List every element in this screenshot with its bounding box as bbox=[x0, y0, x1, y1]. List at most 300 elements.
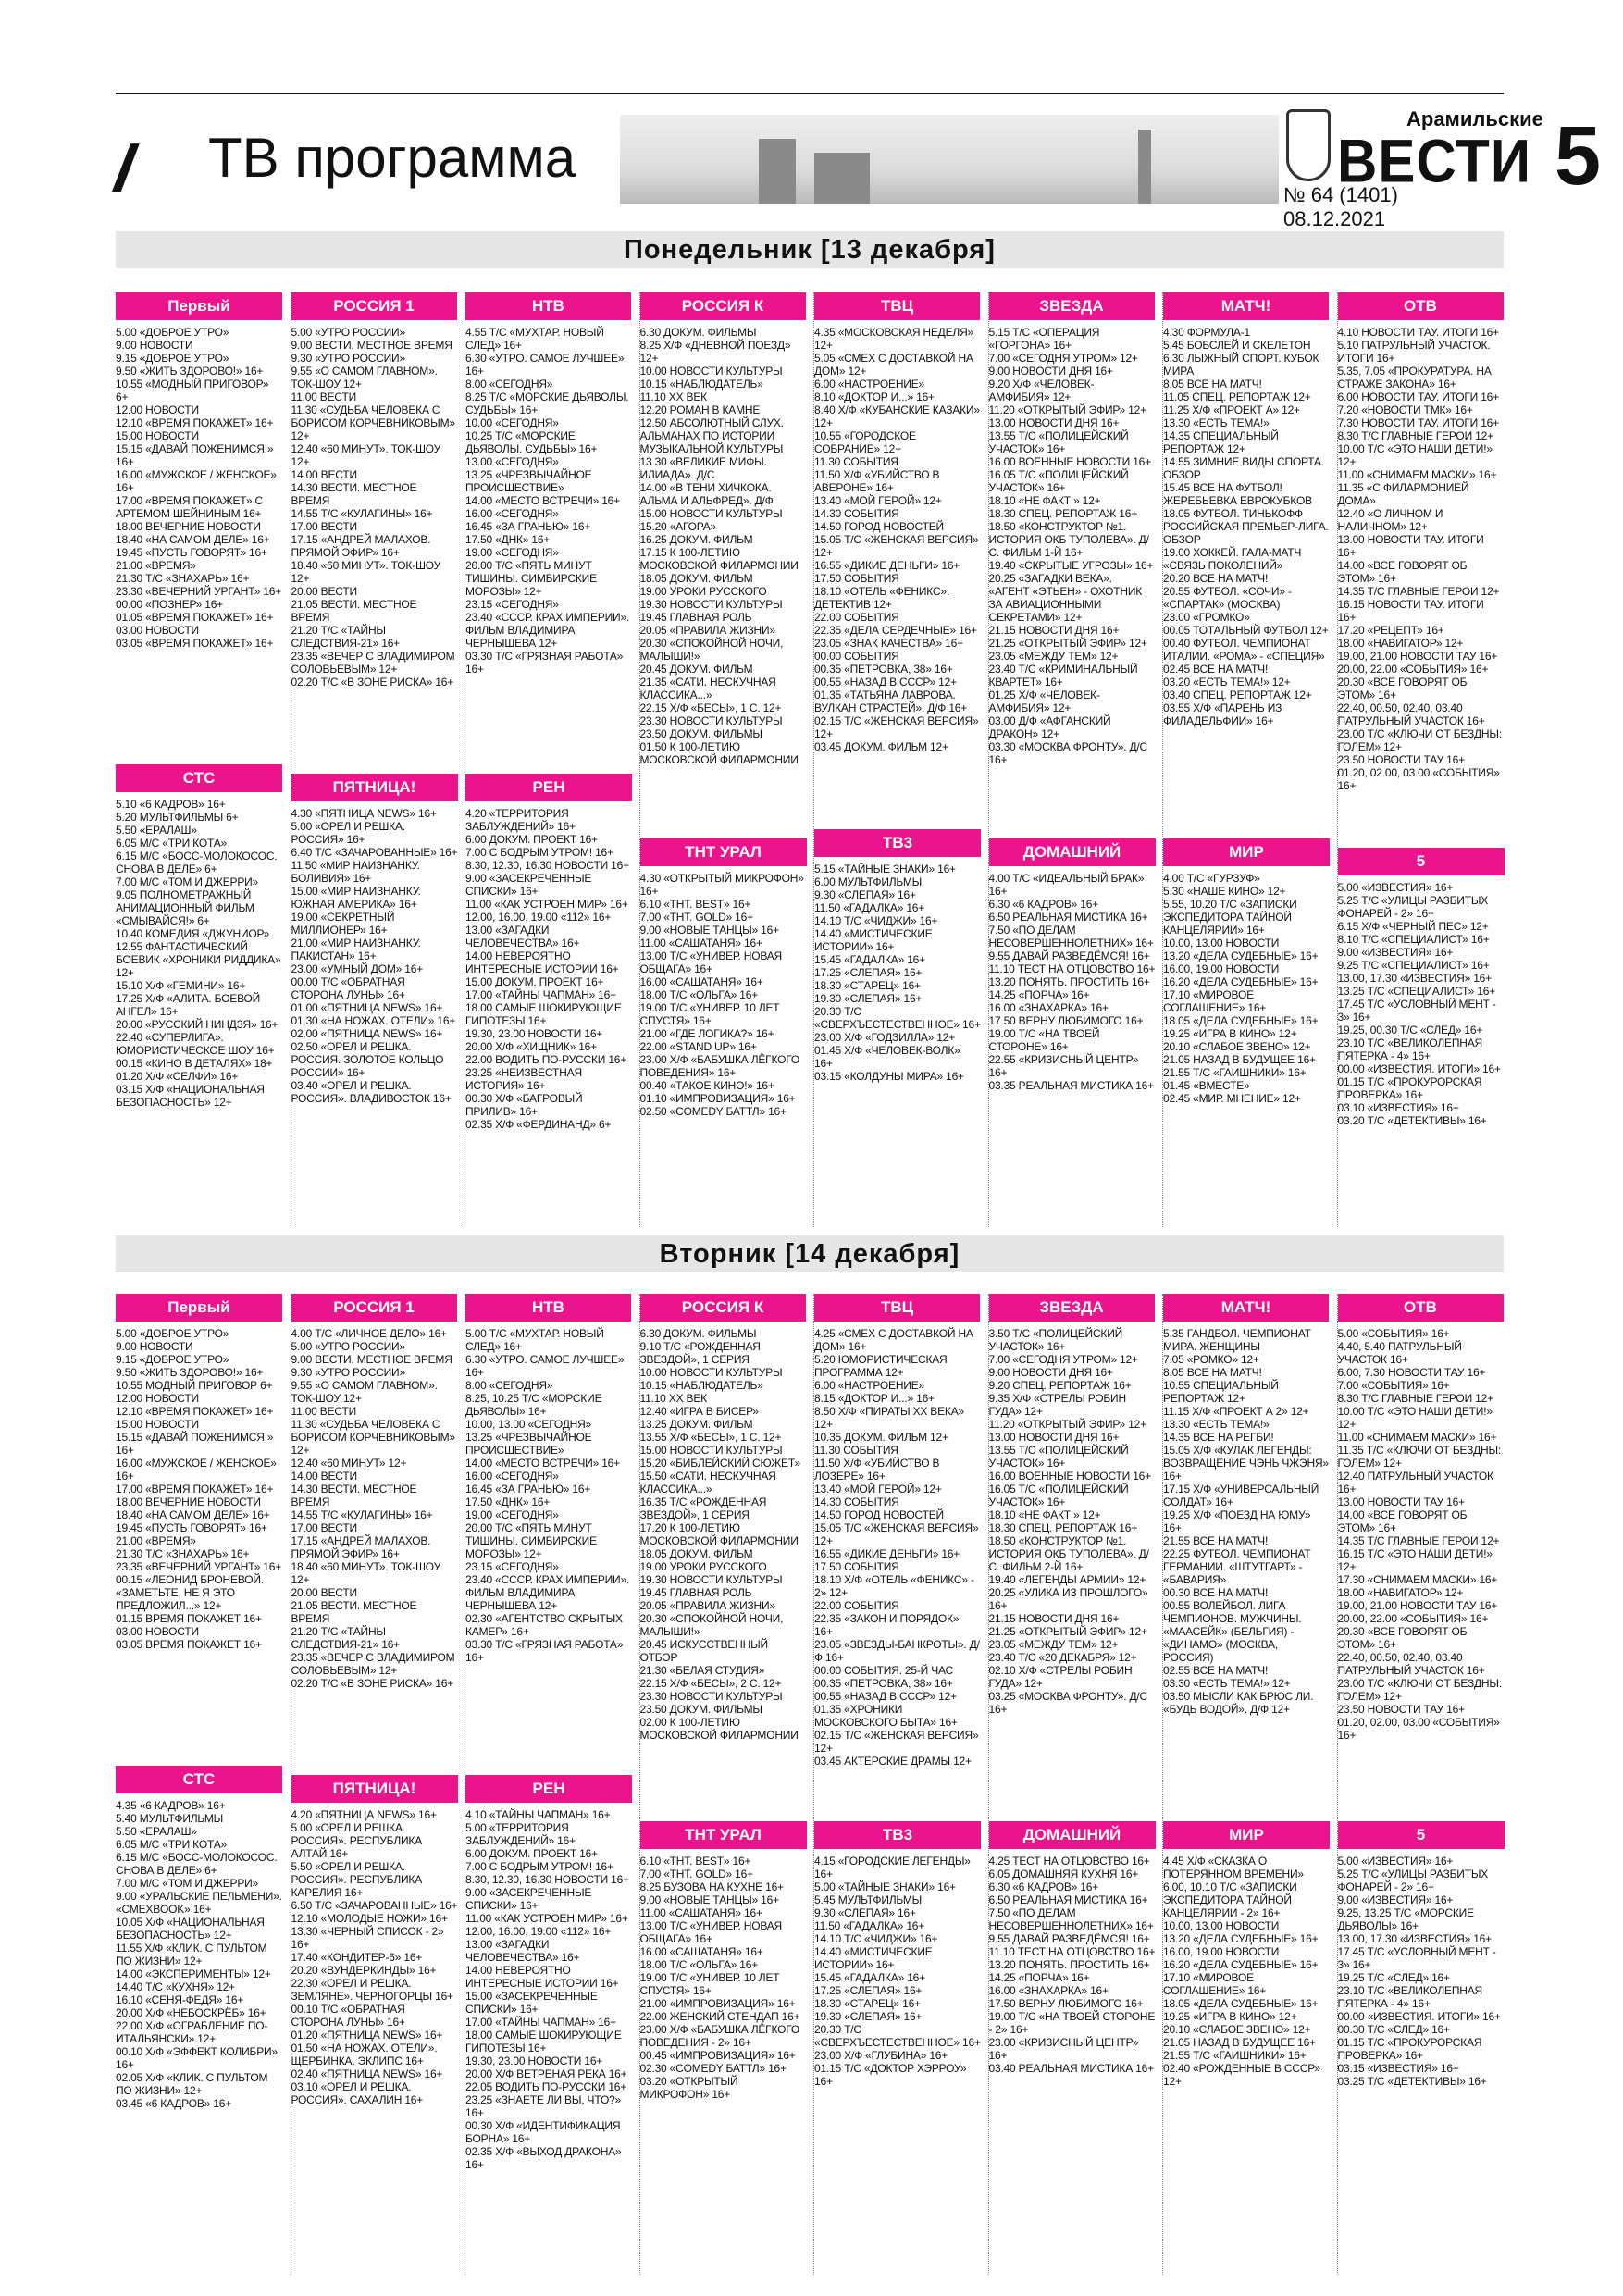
program-item: 00.10 Х/Ф «ЭФФЕКТ КОЛИБРИ» 16+ bbox=[116, 2045, 278, 2071]
program-item: 17.45 Т/С «УСЛОВНЫЙ МЕНТ - 3» 16+ bbox=[1337, 1945, 1496, 1971]
page-number: 5 bbox=[1555, 110, 1602, 203]
program-item: 6.05 М/С «ТРИ КОТА» bbox=[116, 837, 227, 850]
channel-block bbox=[989, 838, 1156, 1092]
program-item: 10.55 СПЕЦИАЛЬНЫЙ РЕПОРТАЖ 12+ bbox=[1163, 1379, 1279, 1405]
program-item: 5.00 «СОБЫТИЯ» 16+ bbox=[1337, 1327, 1450, 1340]
program-item: 21.30 Т/С «ЗНАХАРЬ» 16+ bbox=[116, 1547, 250, 1560]
program-item: 17.15 Х/Ф «УНИВЕРСАЛЬНЫЙ СОЛДАТ» 16+ bbox=[1163, 1483, 1319, 1508]
channel-column bbox=[1337, 1294, 1504, 2275]
program-item: 6.10 «ТНТ. BEST» 16+ bbox=[639, 898, 751, 911]
program-item: 4.30 «ОТКРЫТЫЙ МИКРОФОН» 16+ bbox=[639, 872, 804, 898]
program-item: 14.40 Т/С «КУХНЯ» 12+ bbox=[116, 1980, 235, 1993]
program-item: 4.35 «МОСКОВСКАЯ НЕДЕЛЯ» 12+ bbox=[814, 326, 974, 352]
program-item: 03.20 «ОТКРЫТЫЙ МИКРОФОН» 16+ bbox=[639, 2075, 738, 2101]
program-item: 12.40 «О ЛИЧНОМ И НАЛИЧНОМ» 12+ bbox=[1337, 507, 1443, 533]
channel-column bbox=[1162, 1294, 1329, 2275]
channel-logo: ТНТ УРАЛ bbox=[640, 1821, 807, 1849]
program-item: 4.10 «ТАЙНЫ ЧАПМАН» 16+ bbox=[465, 1808, 611, 1821]
program-item: 11.50 Х/Ф «УБИЙСТВО В ЛОЗЕРЕ» 16+ bbox=[814, 1457, 940, 1483]
program-item: 6.05 ДОМАШНЯЯ КУХНЯ 16+ bbox=[988, 1868, 1139, 1880]
program-item: 22.40, 00.50, 02.40, 03.40 ПАТРУЛЬНЫЙ УЧАСТОК 16+ bbox=[1337, 701, 1485, 727]
program-item: 02.05 Х/Ф «КЛИК. С ПУЛЬТОМ ПО ЖИЗНИ» 12+ bbox=[116, 2071, 268, 2097]
program-item: 02.30 «COMEDY БАТТЛ» 16+ bbox=[639, 2062, 787, 2075]
program-item: 19.25 Т/С «СЛЕД» 16+ bbox=[1337, 1971, 1450, 1984]
program-item: 11.05 СПЕЦ. РЕПОРТАЖ 12+ bbox=[1163, 391, 1311, 403]
program-item: 7.05 «РОМКО» 12+ bbox=[1163, 1353, 1259, 1366]
program-item: 12.10 «МОЛОДЫЕ НОЖИ» 16+ bbox=[291, 1912, 448, 1925]
program-item: 15.45 ВСЕ НА ФУТБОЛ! ЖЕРЕБЬЕВКА ЕВРОКУБКОВ bbox=[1163, 481, 1312, 507]
program-item: 9.00 ВЕСТИ. МЕСТНОЕ ВРЕМЯ bbox=[291, 339, 452, 352]
program-item: 4.00 Т/С «ГУРЗУФ» bbox=[1163, 872, 1260, 885]
program-item: 15.05 Х/Ф «КУЛАК ЛЕГЕНДЫ: ВОЗВРАЩЕНИЕ ЧЭНЬ ЧЖЭНЯ» 16+ bbox=[1163, 1444, 1329, 1483]
program-item: 21.20 Т/С «ТАЙНЫ СЛЕДСТВИЯ-21» 16+ bbox=[291, 1625, 400, 1651]
channel-block bbox=[291, 1775, 458, 2106]
channel-logo: МИР bbox=[1163, 1821, 1330, 1849]
program-item: 00.40 «ТАКОЕ КИНО!» 16+ bbox=[639, 1079, 774, 1092]
program-item: 5.50 «ЕРАЛАШ» bbox=[116, 824, 197, 837]
program-item: 4.10 НОВОСТИ ТАУ. ИТОГИ 16+ bbox=[1337, 326, 1499, 339]
program-item: 19.25 «ИГРА В КИНО» 12+ bbox=[1163, 2010, 1297, 2023]
program-item: 15.00 НОВОСТИ bbox=[116, 429, 199, 442]
channel-column bbox=[813, 292, 980, 1227]
program-item: 00.40 ФУТБОЛ. ЧЕМПИОНАТ ИТАЛИИ. «РОМА» - «СПЕЦИЯ» bbox=[1163, 637, 1325, 663]
program-item: 6.30 «6 КАДРОВ» 16+ bbox=[988, 1880, 1099, 1893]
program-item: 20.00 Х/Ф «НЕБОСКРЁБ» 16+ bbox=[116, 2006, 266, 2019]
program-item: 23.40 Т/С «КРИМИНАЛЬНЫЙ КВАРТЕТ» 16+ bbox=[988, 663, 1138, 689]
program-item: 3.50 Т/С «ПОЛИЦЕЙСКИЙ УЧАСТОК» 16+ bbox=[988, 1327, 1123, 1353]
program-item: 15.20 «БИБЛЕЙСКИЙ СЮЖЕТ» bbox=[639, 1457, 800, 1470]
program-item: 20.30 «СПОКОЙНОЙ НОЧИ, МАЛЫШИ!» bbox=[639, 637, 784, 663]
program-item: 03.00 НОВОСТИ bbox=[116, 1625, 199, 1638]
program-item: 00.00 «ИЗВЕСТИЯ. ИТОГИ» 16+ bbox=[1337, 1062, 1501, 1075]
channel-block bbox=[465, 1294, 631, 1664]
program-item: 22.15 Х/Ф «БЕСЫ», 2 С. 12+ bbox=[639, 1677, 782, 1690]
program-item: 7.30 НОВОСТИ ТАУ. ИТОГИ 16+ bbox=[1337, 416, 1499, 429]
program-item: 10.35 ДОКУМ. ФИЛЬМ 12+ bbox=[814, 1431, 948, 1444]
program-item: 16.00 «САШАТАНЯ» 16+ bbox=[639, 1945, 763, 1958]
program-item: 14.10 Т/С «ЧИДЖИ» 16+ bbox=[814, 1932, 938, 1945]
program-item: 22.40 «СУПЕРЛИГА». ЮМОРИСТИЧЕСКОЕ ШОУ 16+ bbox=[116, 1031, 275, 1057]
program-item: 6.30 «УТРО. САМОЕ ЛУЧШЕЕ» 16+ bbox=[465, 1353, 625, 1379]
channel-block bbox=[814, 1294, 980, 1768]
program-item: 14.55 ЗИМНИЕ ВИДЫ СПОРТА. ОБЗОР bbox=[1163, 455, 1324, 481]
program-item: 20.30 «ВСЕ ГОВОРЯТ ОБ ЭТОМ» 16+ bbox=[1337, 1625, 1468, 1651]
program-item: 5.35 ГАНДБОЛ. ЧЕМПИОНАТ МИРА. ЖЕНЩИНЫ bbox=[1163, 1327, 1311, 1353]
program-item: 5.00 «ДОБРОЕ УТРО» bbox=[116, 326, 229, 339]
program-item: 5.00 «ИЗВЕСТИЯ» 16+ bbox=[1337, 881, 1454, 894]
program-item: 17.30 «СНИМАЕМ МАСКИ» 16+ bbox=[1337, 1573, 1498, 1586]
program-item: 00.55 «НАЗАД В СССР» 12+ bbox=[814, 676, 957, 689]
program-item: 11.00 «СНИМАЕМ МАСКИ» 16+ bbox=[1337, 1431, 1497, 1444]
program-item: 11.25 Х/Ф «ПРОЕКТ А» 12+ bbox=[1163, 403, 1300, 416]
channel-column bbox=[1162, 292, 1329, 1227]
program-item: 20.00, 22.00 «СОБЫТИЯ» 16+ bbox=[1337, 663, 1489, 676]
program-item: 02.30 «АГЕНТСТВО СКРЫТЫХ КАМЕР» 16+ bbox=[465, 1612, 623, 1638]
program-item: 16.00 «МУЖСКОЕ / ЖЕНСКОЕ» 16+ bbox=[116, 468, 277, 494]
logo-top: Арамильские bbox=[1406, 107, 1543, 130]
program-item: 20.05 «ПРАВИЛА ЖИЗНИ» bbox=[639, 624, 775, 637]
program-item: 03.20 «ЕСТЬ ТЕМА!» 12+ bbox=[1163, 676, 1291, 689]
program-item: 21.15 НОВОСТИ ДНЯ 16+ bbox=[988, 624, 1120, 637]
program-item: 6.30 ДОКУМ. ФИЛЬМЫ bbox=[639, 1327, 757, 1340]
program-item: 9.55 ДАВАЙ РАЗВЕДЁМСЯ! 16+ bbox=[988, 1932, 1150, 1945]
program-item: 03.00 Д/Ф «АФГАНСКИЙ ДРАКОН» 12+ bbox=[988, 714, 1111, 740]
program-item: 14.25 «ПОРЧА» 16+ bbox=[988, 1971, 1090, 1984]
program-item: 10.55 «ГОРОДСКОЕ СОБРАНИЕ» 12+ bbox=[814, 429, 916, 455]
program-item: 17.10 «МИРОВОЕ СОГЛАШЕНИЕ» 16+ bbox=[1163, 988, 1267, 1014]
program-item: 22.35 «ЗАКОН И ПОРЯДОК» 16+ bbox=[814, 1612, 960, 1638]
channel-block bbox=[1163, 838, 1330, 1105]
program-item: 19.00, 21.00 НОВОСТИ ТАУ 16+ bbox=[1337, 650, 1498, 663]
program-item: 17.50 ВЕРНУ ЛЮБИМОГО 16+ bbox=[988, 1997, 1144, 2010]
program-item: 23.30 «ВЕЧЕРНИЙ УРГАНТ» 16+ bbox=[116, 585, 282, 598]
program-item: 01.20 Х/Ф «СЕЛФИ» 16+ bbox=[116, 1070, 239, 1083]
program-item: 20.00 Х/Ф «ХИЩНИК» 16+ bbox=[465, 1040, 597, 1053]
program-item: 23.50 НОВОСТИ ТАУ 16+ bbox=[1337, 1703, 1465, 1716]
program-item: 17.00 «ВРЕМЯ ПОКАЖЕТ» 16+ bbox=[116, 1483, 274, 1496]
program-item: 6.50 РЕАЛЬНАЯ МИСТИКА 16+ bbox=[988, 1893, 1148, 1906]
program-item: 15.05 Т/С «ЖЕНСКАЯ ВЕРСИЯ» 12+ bbox=[814, 533, 979, 559]
program-item: 19.30 НОВОСТИ КУЛЬТУРЫ bbox=[639, 1573, 783, 1586]
program-item: 13.25 «ЧРЕЗВЫЧАЙНОЕ ПРОИСШЕСТВИЕ» bbox=[465, 1431, 592, 1457]
program-item: 21.05 НАЗАД В БУДУЩЕЕ 16+ bbox=[1163, 2036, 1316, 2049]
program-item: 15.15 «ДАВАЙ ПОЖЕНИМСЯ!» 16+ bbox=[116, 1431, 274, 1457]
program-item: 19.25 «ИГРА В КИНО» 12+ bbox=[1163, 1027, 1297, 1040]
program-item: 03.30 «МОСКВА ФРОНТУ». Д/С 16+ bbox=[988, 740, 1148, 766]
program-item: 23.05 «ЗНАК КАЧЕСТВА» 16+ bbox=[814, 637, 963, 650]
program-item: 17.15 «АНДРЕЙ МАЛАХОВ. ПРЯМОЙ ЭФИР» 16+ bbox=[291, 1534, 431, 1560]
program-item: 15.20 «АГОРА» bbox=[639, 520, 716, 533]
program-item: 18.05 ФУТБОЛ. ТИНЬКОФФ РОССИЙСКАЯ ПРЕМЬЕР-ЛИГА. ОБЗОР bbox=[1163, 507, 1329, 546]
program-item: 15.50 «САТИ. НЕСКУЧНАЯ КЛАССИКА...» bbox=[639, 1470, 776, 1496]
program-item: 18.40 «НА САМОМ ДЕЛЕ» 16+ bbox=[116, 1508, 270, 1521]
program-item: 10.55 МОДНЫЙ ПРИГОВОР 6+ bbox=[116, 1379, 273, 1392]
program-item: 21.05 НАЗАД В БУДУЩЕЕ 16+ bbox=[1163, 1053, 1316, 1066]
program-item: 12.10 «ВРЕМЯ ПОКАЖЕТ» 16+ bbox=[116, 1405, 274, 1418]
program-item: 4.20 «ТЕРРИТОРИЯ ЗАБЛУЖДЕНИЙ» 16+ bbox=[465, 807, 576, 833]
channel-logo: РЕН bbox=[465, 1775, 632, 1803]
program-item: 16.00 «МУЖСКОЕ / ЖЕНСКОЕ» 16+ bbox=[116, 1457, 277, 1483]
program-item: 5.15 «ТАЙНЫЕ ЗНАКИ» 16+ bbox=[814, 863, 956, 875]
program-item: 16.15 НОВОСТИ ТАУ. ИТОГИ 16+ bbox=[1337, 598, 1484, 624]
program-item: 15.05 Т/С «ЖЕНСКАЯ ВЕРСИЯ» 12+ bbox=[814, 1521, 979, 1547]
program-item: 21.30 Т/С «ЗНАХАРЬ» 16+ bbox=[116, 572, 250, 585]
program-item: 22.00 СОБЫТИЯ bbox=[814, 1599, 899, 1612]
program-item: 5.45 МУЛЬТФИЛЬМЫ bbox=[814, 1893, 923, 1906]
channel-block bbox=[1338, 1821, 1505, 2088]
channel-column bbox=[465, 1294, 631, 2275]
program-item: 23.05 «МЕЖДУ ТЕМ» 12+ bbox=[988, 1638, 1119, 1651]
channel-logo: СТС bbox=[116, 764, 282, 792]
program-item: 13.00 НОВОСТИ ДНЯ 16+ bbox=[988, 1431, 1120, 1444]
program-item: 00.15 «КИНО В ДЕТАЛЯХ» 18+ bbox=[116, 1057, 273, 1070]
program-item: 8.05 ВСЕ НА МАТЧ! bbox=[1163, 1366, 1262, 1379]
program-item: 6.10 «ТНТ. BEST» 16+ bbox=[639, 1855, 751, 1868]
program-item: 16.05 Т/С «ПОЛИЦЕЙСКИЙ УЧАСТОК» 16+ bbox=[988, 468, 1129, 494]
program-item: 18.40 «60 МИНУТ». ТОК-ШОУ 12+ bbox=[291, 559, 441, 585]
program-item: 4.30 «ПЯТНИЦА NEWS» 16+ bbox=[291, 807, 437, 820]
program-item: 01.00 «ПЯТНИЦА NEWS» 16+ bbox=[291, 1001, 443, 1014]
program-item: 4.00 Т/С «ЛИЧНОЕ ДЕЛО» 16+ bbox=[291, 1327, 447, 1340]
channel-column bbox=[988, 292, 1155, 1227]
program-item: 6.00 ДОКУМ. ПРОЕКТ 16+ bbox=[465, 833, 598, 846]
program-item: 20.30 «ВСЕ ГОВОРЯТ ОБ ЭТОМ» 16+ bbox=[1337, 676, 1468, 701]
program-item: 7.00 «СОБЫТИЯ» 16+ bbox=[1337, 1379, 1450, 1392]
program-item: 02.45 ВСЕ НА МАТЧ! bbox=[1163, 663, 1269, 676]
program-item: 6.30 «УТРО. САМОЕ ЛУЧШЕЕ» 16+ bbox=[465, 352, 625, 378]
program-item: 20.25 «ЗАГАДКИ ВЕКА». «АГЕНТ «ЭТЬЕН» - ОХОТНИК ЗА АВИАЦИОННЫМИ СЕКРЕТАМИ» 12+ bbox=[988, 572, 1143, 624]
program-item: 03.20 Т/С «ДЕТЕКТИВЫ» 16+ bbox=[1337, 1114, 1487, 1127]
program-item: 16.00 «СЕГОДНЯ» bbox=[465, 1470, 559, 1483]
program-item: 12.40 ПАТРУЛЬНЫЙ УЧАСТОК 16+ bbox=[1337, 1470, 1493, 1496]
program-item: 6.00 «НАСТРОЕНИЕ» bbox=[814, 378, 925, 391]
program-item: 6.15 Х/Ф «ЧЕРНЫЙ ПЕС» 12+ bbox=[1337, 920, 1489, 933]
program-item: 11.10 ХХ ВЕК bbox=[639, 391, 707, 403]
program-item: 19.00 «СЕГОДНЯ» bbox=[465, 1508, 559, 1521]
program-item: 10.25 Т/С «МОРСКИЕ ДЬЯВОЛЫ. СУДЬБЫ» 16+ bbox=[465, 429, 598, 455]
program-item: 13.00 Т/С «УНИВЕР. НОВАЯ ОБЩАГА» 16+ bbox=[639, 949, 783, 975]
program-item: 03.50 МЫСЛИ КАК БРЮС ЛИ. «БУДЬ ВОДОЙ». Д/Ф 12+ bbox=[1163, 1690, 1314, 1716]
program-item: 17.00 «ТАЙНЫ ЧАПМАН» 16+ bbox=[465, 2016, 616, 2029]
program-item: 23.00 Х/Ф «ГЛУБИНА» 16+ bbox=[814, 2049, 948, 2062]
program-item: 9.25, 13.25 Т/С «МОРСКИЕ ДЬЯВОЛЫ» 16+ bbox=[1337, 1906, 1474, 1932]
channel-logo: ЗВЕЗДА bbox=[989, 292, 1155, 320]
program-item: 20.00, 22.00 «СОБЫТИЯ» 16+ bbox=[1337, 1612, 1489, 1625]
program-item: 15.00 «ЗАСЕКРЕЧЕННЫЕ СПИСКИ» 16+ bbox=[465, 1990, 598, 2016]
program-item: 16.00, 19.00 НОВОСТИ bbox=[1163, 962, 1280, 975]
slashes-icon: \\ bbox=[94, 132, 140, 205]
program-item: 9.00 «НОВЫЕ ТАНЦЫ» 16+ bbox=[639, 924, 779, 937]
channel-block bbox=[989, 1294, 1155, 1716]
program-item: 02.35 Х/Ф «ФЕРДИНАНД» 6+ bbox=[465, 1118, 612, 1131]
program-item: 6.40 Т/С «ЗАЧАРОВАННЫЕ» 16+ bbox=[291, 846, 458, 859]
program-item: 11.00 «СНИМАЕМ МАСКИ» 16+ bbox=[1337, 468, 1497, 481]
program-item: 5.15 Т/С «ОПЕРАЦИЯ «ГОРГОНА» 16+ bbox=[988, 326, 1100, 352]
channel-block bbox=[116, 1766, 282, 2110]
program-item: 01.45 «ВМЕСТЕ» bbox=[1163, 1079, 1250, 1092]
program-item: 17.15 «АНДРЕЙ МАЛАХОВ. ПРЯМОЙ ЭФИР» 16+ bbox=[291, 533, 431, 559]
channel-block bbox=[1338, 848, 1505, 1127]
program-item: 12.50 АБСОЛЮТНЫЙ СЛУХ. АЛЬМАНАХ ПО ИСТОРИИ МУЗЫКАЛЬНОЙ КУЛЬТУРЫ bbox=[639, 416, 784, 455]
program-item: 16.00 ВОЕННЫЕ НОВОСТИ 16+ bbox=[988, 455, 1151, 468]
program-item: 15.45 «ГАДАЛКА» 16+ bbox=[814, 953, 925, 966]
program-item: 02.15 Т/С «ЖЕНСКАЯ ВЕРСИЯ» 12+ bbox=[814, 1729, 979, 1755]
channel-logo: ОТВ bbox=[1338, 1294, 1504, 1322]
program-item: 18.30 СПЕЦ. РЕПОРТАЖ 16+ bbox=[988, 507, 1138, 520]
program-item: 23.00 «УМНЫЙ ДОМ» 16+ bbox=[291, 962, 424, 975]
channel-block bbox=[465, 774, 632, 1131]
program-item: 5.05 «СМЕХ С ДОСТАВКОЙ НА ДОМ» 12+ bbox=[814, 352, 973, 378]
program-item: 11.20 «ОТКРЫТЫЙ ЭФИР» 12+ bbox=[988, 1418, 1146, 1431]
program-item: 01.50 К 100-ЛЕТИЮ МОСКОВСКОЙ ФИЛАРМОНИИ bbox=[639, 740, 799, 766]
program-item: 11.50 «ГАДАЛКА» 16+ bbox=[814, 901, 925, 914]
program-item: 16.55 «ДИКИЕ ДЕНЬГИ» 16+ bbox=[814, 559, 960, 572]
program-item: 18.00 Т/С «ОЛЬГА» 16+ bbox=[639, 1958, 759, 1971]
program-item: 14.00 ВЕСТИ bbox=[291, 1470, 357, 1483]
program-item: 9.00 НОВОСТИ ДНЯ 16+ bbox=[988, 365, 1113, 378]
program-item: 11.30 СОБЫТИЯ bbox=[814, 455, 898, 468]
program-item: 14.30 ВЕСТИ. МЕСТНОЕ ВРЕМЯ bbox=[291, 481, 417, 507]
channel-block bbox=[465, 1775, 632, 2171]
program-item: 9.50 «ЖИТЬ ЗДОРОВО!» 16+ bbox=[116, 365, 264, 378]
program-item: 23.40 «СССР. КРАХ ИМПЕРИИ». ФИЛЬМ ВЛАДИМИРА ЧЕРНЫШЕВА 12+ bbox=[465, 611, 630, 650]
channel-logo: Первый bbox=[116, 292, 282, 320]
program-item: 4.20 «ПЯТНИЦА NEWS» 16+ bbox=[291, 1808, 437, 1821]
program-item: 8.25, 10.25 Т/С «МОРСКИЕ ДЬЯВОЛЫ» 16+ bbox=[465, 1392, 602, 1418]
program-item: 11.30 «СУДЬБА ЧЕЛОВЕКА С БОРИСОМ КОРЧЕВНИКОВЫМ» 12+ bbox=[291, 403, 455, 442]
program-item: 12.40 «60 МИНУТ». ТОК-ШОУ 12+ bbox=[291, 442, 441, 468]
program-item: 14.40 «МИСТИЧЕСКИЕ ИСТОРИИ» 16+ bbox=[814, 927, 933, 953]
channel-logo: ПЯТНИЦА! bbox=[291, 1775, 458, 1803]
program-item: 6.00, 10.10 Т/С «ЗАПИСКИ ЭКСПЕДИТОРА ТАЙНОЙ КАНЦЕЛЯРИИ - 2» 16+ bbox=[1163, 1880, 1297, 1919]
program-item: 17.50 СОБЫТИЯ bbox=[814, 1560, 899, 1573]
program-item: 19.40 «СКРЫТЫЕ УГРОЗЫ» 16+ bbox=[988, 559, 1154, 572]
program-item: 18.40 «60 МИНУТ». ТОК-ШОУ 12+ bbox=[291, 1560, 441, 1586]
program-item: 14.00 «ВСЕ ГОВОРЯТ ОБ ЭТОМ» 16+ bbox=[1337, 1508, 1468, 1534]
program-item: 11.10 ТЕСТ НА ОТЦОВСТВО 16+ bbox=[988, 1945, 1156, 1958]
program-item: 21.20 Т/С «ТАЙНЫ СЛЕДСТВИЯ-21» 16+ bbox=[291, 624, 400, 650]
program-item: 14.30 СОБЫТИЯ bbox=[814, 507, 899, 520]
program-item: 12.00 НОВОСТИ bbox=[116, 1392, 199, 1405]
program-item: 19.40 «ЛЕГЕНДЫ АРМИИ» 12+ bbox=[988, 1573, 1146, 1586]
program-item: 9.05 ПОЛНОМЕТРАЖНЫЙ АНИМАЦИОННЫЙ ФИЛЬМ «СМЫВАЙСЯ!» 6+ bbox=[116, 888, 254, 927]
program-item: 19.00 УРОКИ РУССКОГО bbox=[639, 585, 767, 598]
program-item: 00.35 «ПЕТРОВКА, 38» 16+ bbox=[814, 663, 953, 676]
program-item: 20.00 ВЕСТИ bbox=[291, 585, 357, 598]
program-item: 11.30 СОБЫТИЯ bbox=[814, 1444, 898, 1457]
program-item: 4.55 Т/С «МУХТАР. НОВЫЙ СЛЕД» 16+ bbox=[465, 326, 604, 352]
program-item: 7.20 «НОВОСТИ ТМК» 16+ bbox=[1337, 403, 1473, 416]
header-photo bbox=[620, 115, 1279, 204]
program-item: 5.40 МУЛЬТФИЛЬМЫ bbox=[116, 1812, 224, 1825]
program-item: 12.20 РОМАН В КАМНЕ bbox=[639, 403, 761, 416]
program-item: 8.30 Т/С ГЛАВНЫЕ ГЕРОИ 12+ bbox=[1337, 429, 1493, 442]
program-item: 02.10 Х/Ф «СТРЕЛЫ РОБИН ГУДА» 12+ bbox=[988, 1664, 1133, 1690]
program-item: 17.00 «ВРЕМЯ ПОКАЖЕТ» С АРТЕМОМ ШЕЙНИНЫМ 16+ bbox=[116, 494, 263, 520]
program-item: 8.00 «СЕГОДНЯ» bbox=[465, 378, 553, 391]
program-item: 18.10 «НЕ ФАКТ!» 12+ bbox=[988, 494, 1101, 507]
program-item: 14.55 Т/С «КУЛАГИНЫ» 16+ bbox=[291, 507, 433, 520]
program-item: 22.00 ВОДИТЬ ПО-РУССКИ 16+ bbox=[465, 1053, 627, 1066]
program-item: 13.20 «ДЕЛА СУДЕБНЫЕ» 16+ bbox=[1163, 1932, 1319, 1945]
program-item: 5.00 Т/С «МУХТАР. НОВЫЙ СЛЕД» 16+ bbox=[465, 1327, 604, 1353]
program-item: 17.25 «СЛЕПАЯ» 16+ bbox=[814, 966, 923, 979]
program-item: 00.00 «ПОЗНЕР» 16+ bbox=[116, 598, 224, 611]
program-item: 21.00 «ИМПРОВИЗАЦИЯ» 16+ bbox=[639, 1997, 796, 2010]
program-item: 23.30 НОВОСТИ КУЛЬТУРЫ bbox=[639, 714, 783, 727]
program-item: 18.00 ВЕЧЕРНИЕ НОВОСТИ bbox=[116, 1496, 261, 1508]
program-item: 13.00, 17.30 «ИЗВЕСТИЯ» 16+ bbox=[1337, 1932, 1492, 1945]
program-item: 13.40 «МОЙ ГЕРОЙ» 12+ bbox=[814, 494, 942, 507]
channel-column bbox=[639, 1294, 806, 2275]
program-item: 10.00, 13.00 «СЕГОДНЯ» bbox=[465, 1418, 592, 1431]
channel-block bbox=[989, 1821, 1156, 2075]
channel-block bbox=[640, 292, 806, 766]
program-item: 9.15 «ДОБРОЕ УТРО» bbox=[116, 352, 229, 365]
program-item: 17.50 «ДНК» 16+ bbox=[465, 1496, 551, 1508]
channel-block bbox=[814, 1821, 981, 2088]
program-item: 11.20 «ОТКРЫТЫЙ ЭФИР» 12+ bbox=[988, 403, 1146, 416]
channel-block bbox=[989, 292, 1155, 766]
logo: ВЕСТИ bbox=[1337, 127, 1531, 195]
program-item: 6.15 М/С «БОСС-МОЛОКОСОС. СНОВА В ДЕЛЕ» 6+ bbox=[116, 1851, 278, 1877]
program-item: 03.45 ДОКУМ. ФИЛЬМ 12+ bbox=[814, 740, 948, 753]
program-item: 8.15 «ДОКТОР И...» 16+ bbox=[814, 1392, 935, 1405]
program-item: 5.25 Т/С «УЛИЦЫ РАЗБИТЫХ ФОНАРЕЙ - 2» 16+ bbox=[1337, 1868, 1489, 1893]
program-item: 10.00 НОВОСТИ КУЛЬТУРЫ bbox=[639, 365, 783, 378]
program-item: 00.35 «ПЕТРОВКА, 38» 16+ bbox=[814, 1677, 953, 1690]
channel-column bbox=[988, 1294, 1155, 2275]
program-item: 13.20 ПОНЯТЬ. ПРОСТИТЬ 16+ bbox=[988, 975, 1150, 988]
program-item: 9.30 «СЛЕПАЯ» 16+ bbox=[814, 1906, 916, 1919]
program-item: 03.40 СПЕЦ. РЕПОРТАЖ 12+ bbox=[1163, 689, 1312, 701]
program-item: 6.00 МУЛЬТФИЛЬМЫ bbox=[814, 875, 923, 888]
program-item: 23.40 «СССР. КРАХ ИМПЕРИИ». ФИЛЬМ ВЛАДИМИРА ЧЕРНЫШЕВА 12+ bbox=[465, 1573, 630, 1612]
program-item: 11.55 Х/Ф «КЛИК. С ПУЛЬТОМ ПО ЖИЗНИ» 12+ bbox=[116, 1942, 267, 1967]
program-item: 16.20 «ДЕЛА СУДЕБНЫЕ» 16+ bbox=[1163, 975, 1319, 988]
program-item: 00.00 СОБЫТИЯ bbox=[814, 650, 899, 663]
program-item: 11.00 ВЕСТИ bbox=[291, 391, 357, 403]
program-item: 00.00 СОБЫТИЯ. 25-Й ЧАС bbox=[814, 1664, 953, 1677]
program-item: 18.00 «НАВИГАТОР» 12+ bbox=[1337, 1586, 1464, 1599]
program-item: 7.00 М/С «ТОМ И ДЖЕРРИ» bbox=[116, 875, 259, 888]
program-item: 12.00 НОВОСТИ bbox=[116, 403, 199, 416]
program-item: 15.00 «МИР НАИЗНАНКУ. ЮЖНАЯ АМЕРИКА» 16+ bbox=[291, 885, 421, 911]
program-item: 00.55 ВОЛЕЙБОЛ. ЛИГА ЧЕМПИОНОВ. МУЖЧИНЫ. «МААСЕЙК» (БЕЛЬГИЯ) - «ДИНАМО» (МОСКВА, РОССИЯ) bbox=[1163, 1599, 1302, 1664]
program-item: 14.35 Т/С ГЛАВНЫЕ ГЕРОИ 12+ bbox=[1337, 1534, 1500, 1547]
channel-logo: ТВЦ bbox=[814, 292, 980, 320]
program-item: 20.00 ВЕСТИ bbox=[291, 1586, 357, 1599]
section-title: ТВ программа bbox=[208, 127, 576, 189]
program-item: 00.55 «НАЗАД В СССР» 12+ bbox=[814, 1690, 957, 1703]
program-item: 21.00 «МИР НАИЗНАНКУ. ПАКИСТАН» 16+ bbox=[291, 937, 421, 962]
channel-column bbox=[116, 1294, 282, 2275]
program-item: 8.30, 12.30, 16.30 НОВОСТИ 16+ bbox=[465, 859, 629, 872]
program-item: 16.00 «ЗНАХАРКА» 16+ bbox=[988, 1984, 1109, 1997]
program-item: 14.30 ВЕСТИ. МЕСТНОЕ ВРЕМЯ bbox=[291, 1483, 417, 1508]
program-item: 9.30 «СЛЕПАЯ» 16+ bbox=[814, 888, 916, 901]
program-item: 9.00 «ИЗВЕСТИЯ» 16+ bbox=[1337, 1893, 1454, 1906]
channel-block bbox=[814, 292, 980, 753]
program-item: 4.35 «6 КАДРОВ» 16+ bbox=[116, 1799, 226, 1812]
program-item: 4.00 Т/С «ИДЕАЛЬНЫЙ БРАК» 16+ bbox=[988, 872, 1145, 898]
program-item: 23.05 «ЗВЕЗДЫ-БАНКРОТЫ». Д/Ф 16+ bbox=[814, 1638, 980, 1664]
program-item: 9.00 «УРАЛЬСКИЕ ПЕЛЬМЕНИ». «СМЕХBOOK» 16+ bbox=[116, 1890, 282, 1916]
program-item: 11.10 ТЕСТ НА ОТЦОВСТВО 16+ bbox=[988, 962, 1156, 975]
program-item: 10.00, 13.00 НОВОСТИ bbox=[1163, 1919, 1280, 1932]
program-item: 03.45 «6 КАДРОВ» 16+ bbox=[116, 2097, 232, 2110]
program-item: 03.30 «ЕСТЬ ТЕМА!» 12+ bbox=[1163, 1677, 1291, 1690]
program-item: 22.35 «ДЕЛА СЕРДЕЧНЫЕ» 16+ bbox=[814, 624, 977, 637]
program-item: 13.30 «ЕСТЬ ТЕМА!» bbox=[1163, 1418, 1270, 1431]
day-header: Понедельник [13 декабря] bbox=[116, 231, 1504, 268]
channel-logo: 5 bbox=[1338, 848, 1505, 875]
channel-logo: ТВЦ bbox=[814, 1294, 980, 1322]
program-item: 03.15 «ИЗВЕСТИЯ» 16+ bbox=[1337, 2062, 1459, 2075]
program-item: 16.15 Т/С «ЭТО НАШИ ДЕТИ!» 12+ bbox=[1337, 1547, 1493, 1573]
program-item: 23.05 «МЕЖДУ ТЕМ» 12+ bbox=[988, 650, 1119, 663]
program-item: 12.10 «ВРЕМЯ ПОКАЖЕТ» 16+ bbox=[116, 416, 274, 429]
program-item: 11.10 ХХ ВЕК bbox=[639, 1392, 707, 1405]
channel-block bbox=[291, 292, 457, 689]
channel-block bbox=[640, 1294, 806, 1742]
program-item: 9.55 ДАВАЙ РАЗВЕДЁМСЯ! 16+ bbox=[988, 949, 1150, 962]
program-item: 9.20 СПЕЦ. РЕПОРТАЖ 16+ bbox=[988, 1379, 1132, 1392]
program-item: 00.05 ТОТАЛЬНЫЙ ФУТБОЛ 12+ bbox=[1163, 624, 1329, 637]
program-item: 03.35 РЕАЛЬНАЯ МИСТИКА 16+ bbox=[988, 1079, 1154, 1092]
program-item: 12.00, 16.00, 19.00 «112» 16+ bbox=[465, 911, 612, 924]
program-item: 8.25 БУЗОВА НА КУХНЕ 16+ bbox=[639, 1880, 784, 1893]
